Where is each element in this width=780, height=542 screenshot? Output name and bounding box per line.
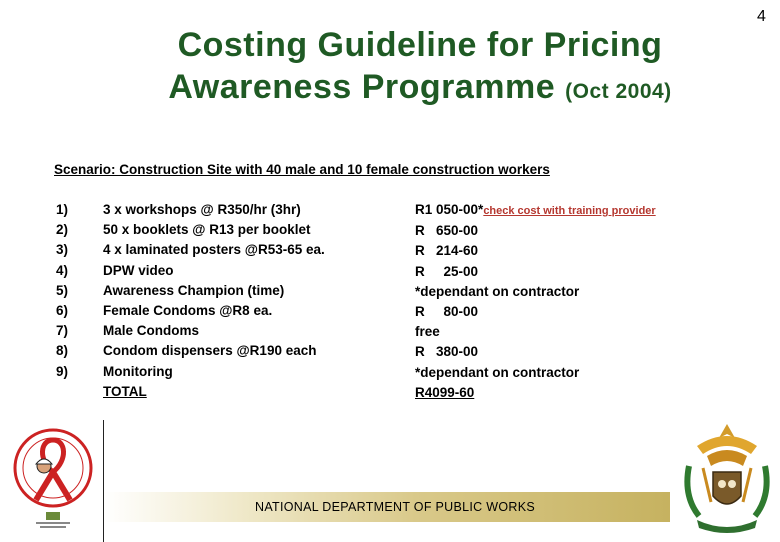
total-label: TOTAL — [103, 383, 147, 399]
item-description: 50 x booklets @ R13 per booklet — [103, 222, 311, 238]
item-number: 6) — [56, 303, 69, 319]
item-description: Monitoring — [103, 363, 173, 379]
ribbon-logo-icon — [12, 420, 94, 532]
item-number: 2) — [56, 222, 69, 238]
item-description: Female Condoms @R8 ea. — [103, 303, 273, 319]
item-cost: R 380-00 — [415, 344, 479, 360]
item-numbers — [56, 200, 68, 382]
item-cost: R 214-60 — [415, 243, 479, 259]
footer-department: NATIONAL DEPARTMENT OF PUBLIC WORKS — [255, 500, 535, 514]
item-number: 7) — [56, 323, 69, 339]
item-number: 1) — [56, 202, 69, 217]
item-description: Male Condoms — [103, 323, 200, 339]
title-main: Awareness Programme — [168, 68, 556, 106]
item-description: Awareness Champion (time) — [103, 282, 285, 298]
divider-line — [103, 420, 104, 542]
item-number: 4) — [56, 262, 69, 278]
item-cost: *dependant on contractor — [415, 283, 580, 299]
item-number: 8) — [56, 343, 69, 359]
item-description: Condom dispensers @R190 each — [103, 343, 317, 359]
item-cost-value: R1 050-00* — [415, 202, 484, 217]
item-cost: R 25-00 — [415, 263, 479, 279]
total-value: R4099-60 — [415, 384, 475, 400]
item-number: 9) — [56, 363, 69, 379]
title-date: (Oct 2004) — [565, 80, 672, 103]
item-description: 3 x workshops @ R350/hr (3hr) — [103, 202, 301, 217]
cost-note: check cost with training provider — [483, 205, 656, 217]
item-cost: free — [415, 324, 440, 340]
item-cost: R 650-00 — [415, 223, 479, 239]
item-costs — [415, 200, 656, 403]
item-number: 3) — [56, 242, 69, 258]
item-cost: *dependant on contractor — [415, 364, 580, 380]
page-title-line2 — [30, 68, 780, 107]
page-title-line1: Costing Guideline for Pricing — [177, 26, 663, 64]
coat-of-arms-icon — [677, 416, 777, 536]
scenario-heading: Scenario: Construction Site with 40 male and 10 female construction workers — [54, 162, 550, 177]
item-descriptions — [103, 200, 325, 402]
item-number: 5) — [56, 282, 69, 298]
item-cost: R 80-00 — [415, 304, 479, 320]
item-description: DPW video — [103, 262, 174, 278]
item-cost — [415, 200, 656, 221]
page-number: 4 — [757, 8, 766, 25]
item-description: 4 x laminated posters @R53-65 ea. — [103, 242, 325, 258]
